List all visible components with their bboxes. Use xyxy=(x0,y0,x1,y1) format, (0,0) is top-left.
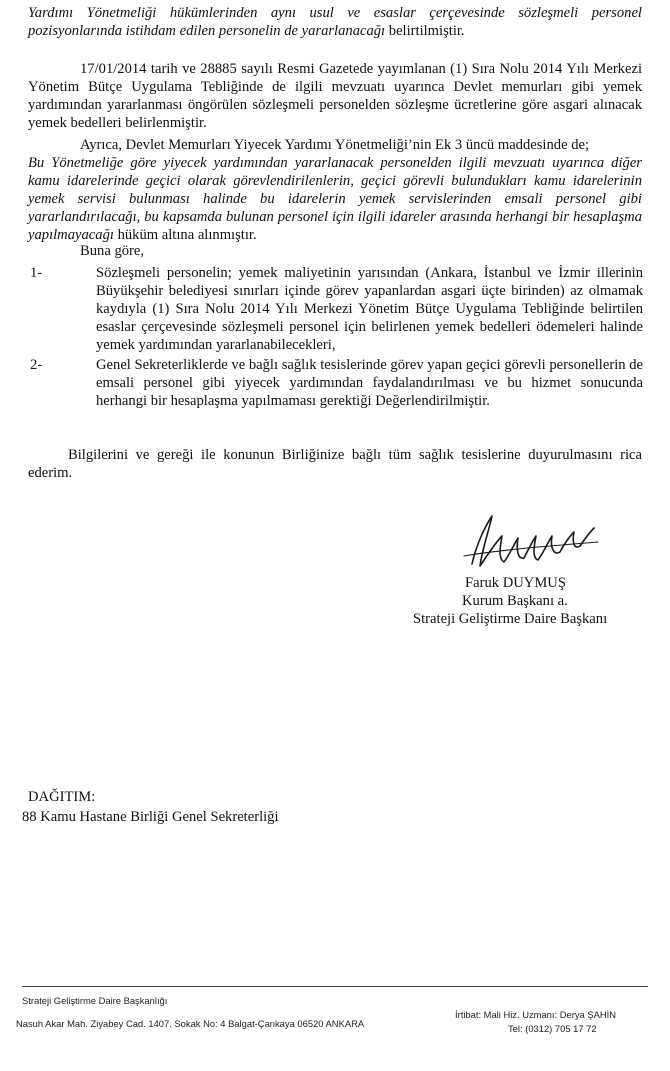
distribution-recipient: 88 Kamu Hastane Birliği Genel Sekreterliği xyxy=(22,809,279,825)
distribution-heading: DAĞITIM: xyxy=(28,789,96,805)
footer-contact: İrtibat: Mali Hiz. Uzmanı: Derya ŞAHİN xyxy=(455,1009,616,1020)
paragraph-2: 17/01/2014 tarih ve 28885 sayılı Resmi Gazetede yayımlanan (1) Sıra Nolu 2014 Yılı Merkezi Yönetim Bütçe Uygulama Tebliğinde de ilgili mevzuatı uyarınca Devlet memurları gibi yemek yardımından yararlanması öngörülen sözleşmeli personelden sözleşme ücretlerine göre asgari alınacak yemek bedelleri belirlenmiştir. xyxy=(28,61,642,131)
list-item-2-number: 2- xyxy=(30,357,43,373)
buna-gore: Buna göre, xyxy=(80,243,145,259)
signatory-title-1: Kurum Başkanı a. xyxy=(462,593,568,609)
signatory-name: Faruk DUYMUŞ xyxy=(465,575,566,591)
footer-divider xyxy=(22,986,648,987)
paragraph-3-end: hüküm altına alınmıştır. xyxy=(113,227,257,243)
footer-address: Nasuh Akar Mah. Ziyabey Cad. 1407. Sokak No: 4 Balgat-Çankaya 06520 ANKARA xyxy=(16,1018,365,1029)
closing-paragraph: Bilgilerini ve gereği ile konunun Birliğinize bağlı tüm sağlık tesislerine duyurulmasını rica ederim. xyxy=(28,447,642,481)
paragraph-1-end: belirtilmiştir. xyxy=(385,23,465,39)
list-item-2-text: Genel Sekreterliklerde ve bağlı sağlık tesislerinde görev yapan geçici görevli personellerin de emsali personel gibi yiyecek yardımından faydalandırılması ve bu hizmet sonucunda herhangi bir hesaplaşma yapılmaması gerektiği Değerlendirilmiştir. xyxy=(96,357,643,409)
signature-scribble xyxy=(458,506,608,576)
list-item-1-text: Sözleşmeli personelin; yemek maliyetinin yarısından (Ankara, İstanbul ve İzmir illerinin Büyükşehir belediyesi sınırları içinde görev yapanlardan asgari üçte birinden) az olmamak kaydıyla (1) Sıra Nolu 2014 Yılı Merkezi Yönetim Bütçe Uygulama Tebliğinde belirtilen esaslar çerçevesinde sözleşmeli personel için belirlenen yemek bedelleri ödemeleri halinde yemek yardımından yararlanabilecekleri, xyxy=(96,265,643,353)
paragraph-3-italic: Bu Yönetmeliğe göre yiyecek yardımından yararlanacak personelden ilgili mevzuatı uyarınca diğer kamu idarelerinde geçici olarak görevlendirilenlerin, geçici görevli bulundukları kamu idarelerinin yemek servisi bulunması halinde bu idarelerin yemek servislerinden emsali personel gibi yararlandırılacağı, bu kapsamda bulunan personel için ilgili idareler arasında herhangi bir hesaplaşma yapılmayacağı xyxy=(28,155,642,243)
paragraph-1-italic: Yardımı Yönetmeliği hükümlerinden aynı usul ve esaslar çerçevesinde sözleşmeli personel pozisyonlarında istihdam edilen personelin de yararlanacağı xyxy=(28,5,642,39)
paragraph-3-intro: Ayrıca, Devlet Memurları Yiyecek Yardımı Yönetmeliği’nin Ek 3 üncü maddesinde de; xyxy=(80,137,590,153)
footer-org: Strateji Geliştirme Daire Başkanlığı xyxy=(22,995,168,1006)
signatory-title-2: Strateji Geliştirme Daire Başkanı xyxy=(413,611,608,627)
paragraph-1 xyxy=(28,4,642,40)
footer-phone: Tel: (0312) 705 17 72 xyxy=(508,1023,597,1034)
list-item-1-number: 1- xyxy=(30,265,43,281)
paragraph-3 xyxy=(28,154,642,244)
